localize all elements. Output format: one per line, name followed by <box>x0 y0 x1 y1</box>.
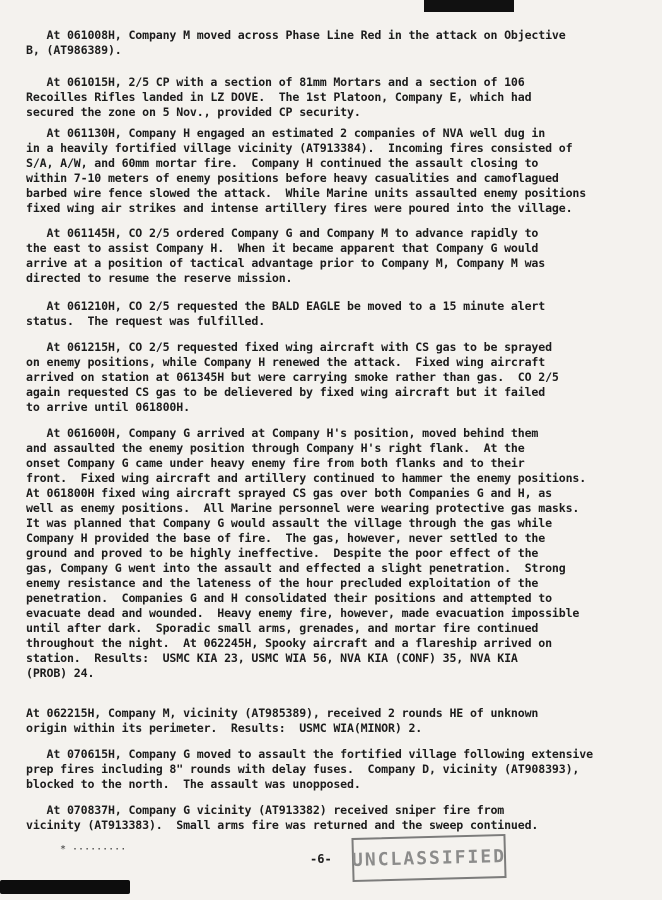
paragraph-061145h: At 061145H, CO 2/5 ordered Company G and Company M to advance rapidly to the east to assist Company H. When it became apparent that Company G would arrive at a position of tactical advantage prior to Company M, Company M was directed to resume the reserve mission. <box>26 226 546 285</box>
paragraph-061210h: At 061210H, CO 2/5 requested the BALD EAGLE be moved to a 15 minute alert status. The request was fulfilled. <box>26 299 546 328</box>
bottom-redaction-bar <box>0 880 130 894</box>
margin-mark: * ········· <box>60 844 127 855</box>
paragraph-061008h: At 061008H, Company M moved across Phase Line Red in the attack on Objective B, (AT986389). <box>26 28 566 57</box>
paragraph-070615h: At 070615H, Company G moved to assault the fortified village following extensive prep fires including 8" rounds with delay fuses. Company D, vicinity (AT908393), blocked to the north. The assault was unopposed. <box>26 747 593 791</box>
paragraph-070837h: At 070837H, Company G vicinity (AT913382) received sniper fire from vicinity (AT913383). Small arms fire was returned and the sweep continued. <box>26 803 539 832</box>
paragraph-061215h: At 061215H, CO 2/5 requested fixed wing aircraft with CS gas to be sprayed on enemy positions, while Company H renewed the attack. Fixed wing aircraft arrived on station at 061345H but were carrying smoke rather than gas. CO 2/5 again requested CS gas to be delievered by fixed wing aircraft but it failed to arrive until 061800H. <box>26 340 559 414</box>
paragraph-061130h: At 061130H, Company H engaged an estimated 2 companies of NVA well dug in in a heavily fortified village vicinity (AT913384). Incoming fires consisted of S/A, A/W, and 60mm mortar fire. Company H continued the assault closing to within 7-10 meters of enemy positions before heavy casualities and camoflagued barbed wire fence slowed the attack. While Marine units assaulted enemy positions fixed wing air strikes and intense artillery fires were poured into the village. <box>26 126 587 215</box>
page-number: -6- <box>310 852 332 866</box>
paragraph-062215h: At 062215H, Company M, vicinity (AT985389), received 2 rounds HE of unknown origin within its perimeter. Results: USMC WIA(MINOR) 2. <box>26 706 539 735</box>
classification-stamp: UNCLASSIFIED <box>351 834 506 882</box>
top-redaction-bar <box>424 0 514 12</box>
paragraph-061600h: At 061600H, Company G arrived at Company H's position, moved behind them and assaulted the enemy position through Company H's right flank. At the onset Company G came under heavy enemy fire from both flanks and to their front. Fixed wing aircraft and artillery continued to hammer the enemy positions. At 061800H fixed wing aircraft sprayed CS gas over both Companies G and H, as well as enemy positions. All Marine personnel were wearing protective gas masks. It was planned that Company G would assault the village through the gas while Company H provided the base of fire. The gas, however, never settled to the ground and proved to be highly ineffective. Despite the poor effect of the gas, Company G went into the assault and effected a slight penetration. Strong enemy resistance and the lateness of the hour precluded exploitation of the penetration. Companies G and H consolidated their positions and attempted to evacuate dead and wounded. Heavy enemy fire, however, made evacuation impossible until after dark. Sporadic small arms, grenades, and mortar fire continued throughout the night. At 062245H, Spooky aircraft and a flareship arrived on station. Results: USMC KIA 23, USMC WIA 56, NVA KIA (CONF) 35, NVA KIA (PROB) 24. <box>26 426 587 680</box>
paragraph-061015h: At 061015H, 2/5 CP with a section of 81mm Mortars and a section of 106 Recoilles Rifles landed in LZ DOVE. The 1st Platoon, Company E, which had secured the zone on 5 Nov., provided CP security. <box>26 75 532 119</box>
